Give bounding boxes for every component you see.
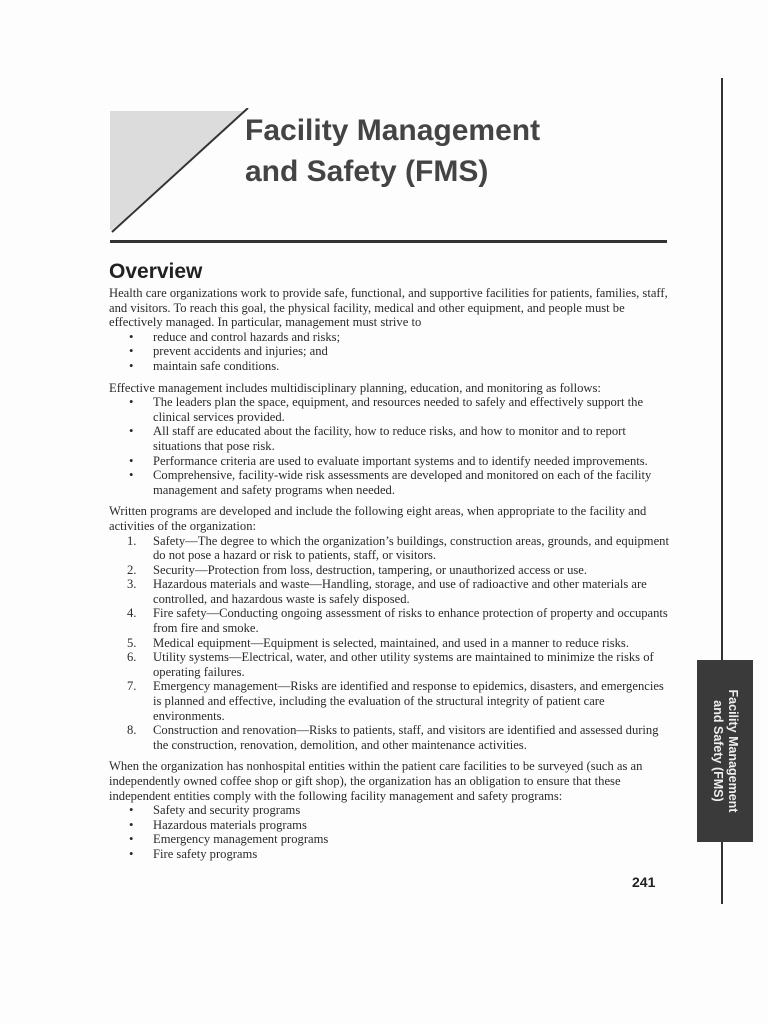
margin-rule — [721, 78, 723, 660]
item-number: 4. — [127, 606, 137, 621]
management-list — [109, 395, 669, 497]
item-number: 8. — [127, 723, 137, 738]
bullet-icon: • — [129, 358, 134, 373]
management-intro: Effective management includes multidisciplinary planning, education, and monitoring as follows: — [109, 380, 601, 395]
bullet-icon: • — [129, 468, 134, 483]
bullet-icon: • — [129, 832, 134, 847]
program-text: Medical equipment—Equipment is selected, maintained, and used in a manner to reduce risks. — [153, 635, 629, 650]
bullet-icon: • — [129, 846, 134, 861]
list-item-text: maintain safe conditions. — [153, 358, 280, 373]
program-item — [109, 563, 669, 578]
item-number: 7. — [127, 679, 137, 694]
list-item — [109, 424, 669, 453]
programs-intro: Written programs are developed and include the following eight areas, when appropriate to the facility and activities of the organization: — [109, 504, 647, 533]
intro-paragraph: Health care organizations work to provide safe, functional, and supportive facilities for patients, families, staff, and visitors. To reach this goal, the physical facility, medical and other equipment, and people must be effectively managed. In particular, management must strive to — [109, 286, 668, 330]
list-item — [109, 359, 669, 374]
list-item-text: All staff are educated about the facility, how to reduce risks, and how to monitor and to report situations that pose risk. — [153, 424, 626, 453]
bullet-icon: • — [129, 395, 134, 410]
program-item — [109, 650, 669, 679]
program-text: Emergency management—Risks are identified and response to epidemics, disasters, and emergencies is planned and effective, including the evaluation of the structural integrity of patient care environments. — [153, 679, 664, 723]
title-triangle-graphic — [110, 108, 250, 233]
goals-list — [109, 330, 669, 374]
chapter-title — [245, 110, 540, 192]
nonhospital-list — [109, 803, 669, 861]
list-item-text: prevent accidents and injuries; and — [153, 344, 328, 359]
bullet-icon: • — [129, 453, 134, 468]
list-item-text: Comprehensive, facility-wide risk assessments are developed and monitored on each of the facility management and safety programs when needed. — [153, 468, 652, 497]
side-tab-line1: Facility Management — [726, 689, 740, 813]
side-tab-line2: and Safety (FMS) — [711, 700, 725, 802]
list-item — [109, 468, 669, 497]
program-item — [109, 606, 669, 635]
side-tab-label — [710, 690, 740, 813]
program-text: Utility systems—Electrical, water, and other utility systems are maintained to minimize the risks of operating failures. — [153, 650, 654, 679]
list-item-text: Performance criteria are used to evaluate important systems and to identify needed improvements. — [153, 453, 648, 468]
program-item — [109, 577, 669, 606]
bullet-icon: • — [129, 817, 134, 832]
list-item-text: Safety and security programs — [153, 803, 301, 818]
programs-list — [109, 534, 669, 753]
list-item — [109, 454, 669, 469]
item-number: 5. — [127, 635, 137, 650]
list-item-text: Emergency management programs — [153, 832, 329, 847]
margin-rule-lower — [721, 842, 723, 904]
program-item — [109, 723, 669, 752]
list-item — [109, 832, 669, 847]
program-item — [109, 679, 669, 723]
program-text: Construction and renovation—Risks to patients, staff, and visitors are identified and assessed during the construction, renovation, demolition, and other maintenance activities. — [153, 723, 659, 752]
list-item-text: The leaders plan the space, equipment, and resources needed to safely and effectively support the clinical services provided. — [153, 395, 644, 424]
program-item — [109, 534, 669, 563]
list-item — [109, 330, 669, 345]
title-rule — [110, 240, 667, 243]
nonhospital-intro: When the organization has nonhospital entities within the patient care facilities to be surveyed (such as an independently owned coffee shop or gift shop), the organization has an obligation to ensure that these independent entities comply with the following facility management and safety programs: — [109, 759, 643, 803]
list-item-text: Hazardous materials programs — [153, 817, 307, 832]
list-item — [109, 818, 669, 833]
bullet-icon: • — [129, 344, 134, 359]
item-number: 6. — [127, 650, 137, 665]
item-number: 1. — [127, 533, 137, 548]
overview-section — [109, 260, 669, 869]
list-item — [109, 803, 669, 818]
page-number: 241 — [632, 874, 656, 890]
list-item-text: Fire safety programs — [153, 846, 258, 861]
program-text: Fire safety—Conducting ongoing assessment of risks to enhance protection of property and occupants from fire and smoke. — [153, 606, 668, 636]
item-number: 2. — [127, 562, 137, 577]
list-item — [109, 344, 669, 359]
section-heading: Overview — [109, 260, 203, 283]
list-item-text: reduce and control hazards and risks; — [153, 329, 341, 344]
item-number: 3. — [127, 577, 137, 592]
bullet-icon: • — [129, 329, 134, 344]
title-line2: and Safety (FMS) — [245, 155, 489, 188]
title-line1: Facility Management — [245, 114, 541, 147]
chapter-side-tab — [697, 660, 753, 842]
program-item — [109, 636, 669, 651]
program-text: Safety—The degree to which the organization’s buildings, construction areas, grounds, and equipment do not pose a hazard or risk to patients, staff, or visitors. — [153, 533, 669, 563]
program-text: Hazardous materials and waste—Handling, storage, and use of radioactive and other materials are controlled, and hazardous waste is safely disposed. — [153, 577, 647, 606]
bullet-icon: • — [129, 803, 134, 818]
program-text: Security—Protection from loss, destruction, tampering, or unauthorized access or use. — [153, 562, 588, 577]
bullet-icon: • — [129, 424, 134, 439]
list-item — [109, 847, 669, 862]
list-item — [109, 395, 669, 424]
